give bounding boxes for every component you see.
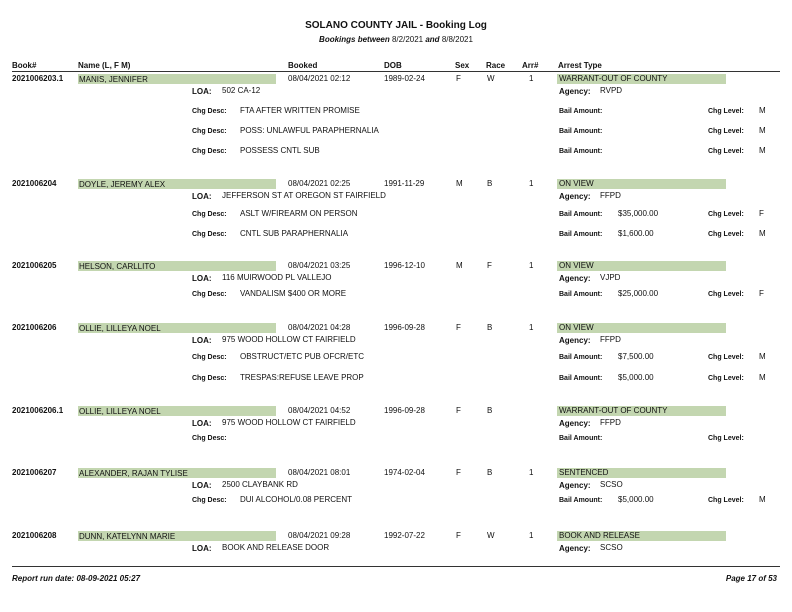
subtitle-prefix: Bookings between bbox=[319, 35, 390, 44]
col-header-arr: Arr# bbox=[522, 61, 539, 70]
charge-desc-label: Chg Desc: bbox=[192, 435, 227, 442]
loa-value: 975 WOOD HOLLOW CT FAIRFIELD bbox=[222, 335, 356, 344]
agency-value: FFPD bbox=[600, 335, 621, 344]
booking-number: 2021006206 bbox=[12, 323, 57, 332]
charge-description: DUI ALCOHOL/0.08 PERCENT bbox=[240, 495, 353, 504]
charge-level: F bbox=[759, 209, 764, 218]
charge-level: F bbox=[759, 289, 764, 298]
footer-rule bbox=[12, 566, 780, 567]
agency-label: Agency: bbox=[559, 274, 591, 283]
agency-label: Agency: bbox=[559, 87, 591, 96]
booked-datetime: 08/04/2021 02:12 bbox=[288, 74, 351, 83]
loa-value: BOOK AND RELEASE DOOR bbox=[222, 543, 330, 552]
booked-datetime: 08/04/2021 03:25 bbox=[288, 261, 351, 270]
agency-value: SCSO bbox=[600, 480, 623, 489]
report-subtitle bbox=[0, 35, 792, 44]
loa-label: LOA: bbox=[192, 87, 212, 96]
inmate-name: DOYLE, JEREMY ALEX bbox=[79, 180, 166, 189]
agency-value: SCSO bbox=[600, 543, 623, 552]
charge-desc-label: Chg Desc: bbox=[192, 148, 227, 155]
arrest-type: ON VIEW bbox=[559, 323, 594, 332]
run-date-value: 08-09-2021 05:27 bbox=[76, 574, 141, 583]
bail-amount-label: Bail Amount: bbox=[559, 148, 603, 155]
charge-level: M bbox=[759, 495, 766, 504]
booked-datetime: 08/04/2021 04:52 bbox=[288, 406, 351, 415]
arrest-type: ON VIEW bbox=[559, 179, 594, 188]
arrest-type: WARRANT-OUT OF COUNTY bbox=[559, 406, 668, 415]
charge-description: TRESPAS:REFUSE LEAVE PROP bbox=[240, 373, 364, 382]
arrest-number: 1 bbox=[529, 323, 534, 332]
date-of-birth: 1974-02-04 bbox=[384, 468, 425, 477]
charge-level-label: Chg Level: bbox=[708, 291, 744, 298]
agency-label: Agency: bbox=[559, 336, 591, 345]
inmate-name: DUNN, KATELYNN MARIE bbox=[79, 532, 176, 541]
page-number: Page 17 of 53 bbox=[725, 574, 777, 583]
col-header-booked: Booked bbox=[288, 61, 318, 70]
run-date bbox=[12, 574, 140, 583]
charge-level: M bbox=[759, 373, 766, 382]
charge-level-label: Chg Level: bbox=[708, 497, 744, 504]
inmate-name: OLLIE, LILLEYA NOEL bbox=[79, 407, 161, 416]
loa-label: LOA: bbox=[192, 481, 212, 490]
charge-level-label: Chg Level: bbox=[708, 231, 744, 238]
booked-datetime: 08/04/2021 09:28 bbox=[288, 531, 351, 540]
run-date-label: Report run date: bbox=[12, 574, 75, 583]
inmate-name: OLLIE, LILLEYA NOEL bbox=[79, 324, 161, 333]
loa-label: LOA: bbox=[192, 192, 212, 201]
bail-amount: $5,000.00 bbox=[618, 495, 654, 504]
booking-number: 2021006207 bbox=[12, 468, 57, 477]
date-of-birth: 1992-07-22 bbox=[384, 531, 425, 540]
bail-amount-label: Bail Amount: bbox=[559, 231, 603, 238]
booked-datetime: 08/04/2021 02:25 bbox=[288, 179, 351, 188]
charge-desc-label: Chg Desc: bbox=[192, 497, 227, 504]
booking-number: 2021006203.1 bbox=[12, 74, 64, 83]
bail-amount: $7,500.00 bbox=[618, 352, 654, 361]
agency-value: RVPD bbox=[600, 86, 623, 95]
arrest-type: WARRANT-OUT OF COUNTY bbox=[559, 74, 668, 83]
charge-level: M bbox=[759, 229, 766, 238]
charge-description: POSS: UNLAWFUL PARAPHERNALIA bbox=[240, 126, 379, 135]
bail-amount-label: Bail Amount: bbox=[559, 354, 603, 361]
charge-level-label: Chg Level: bbox=[708, 148, 744, 155]
loa-label: LOA: bbox=[192, 274, 212, 283]
charge-level-label: Chg Level: bbox=[708, 354, 744, 361]
charge-desc-label: Chg Desc: bbox=[192, 354, 227, 361]
race: W bbox=[487, 74, 495, 83]
sex: F bbox=[456, 406, 461, 415]
race: B bbox=[487, 406, 493, 415]
header-rule bbox=[12, 71, 780, 72]
sex: F bbox=[456, 468, 461, 477]
charge-desc-label: Chg Desc: bbox=[192, 231, 227, 238]
loa-value: 116 MUIRWOOD PL VALLEJO bbox=[222, 273, 332, 282]
col-header-book: Book# bbox=[12, 61, 37, 70]
bail-amount: $25,000.00 bbox=[618, 289, 659, 298]
arrest-type: ON VIEW bbox=[559, 261, 594, 270]
bail-amount-label: Bail Amount: bbox=[559, 435, 603, 442]
booking-number: 2021006208 bbox=[12, 531, 57, 540]
booking-number: 2021006204 bbox=[12, 179, 57, 188]
bail-amount: $5,000.00 bbox=[618, 373, 654, 382]
charge-description: CNTL SUB PARAPHERNALIA bbox=[240, 229, 349, 238]
charge-description: OBSTRUCT/ETC PUB OFCR/ETC bbox=[240, 352, 365, 361]
loa-value: 502 CA-12 bbox=[222, 86, 261, 95]
bail-amount: $35,000.00 bbox=[618, 209, 659, 218]
report-title: SOLANO COUNTY JAIL - Booking Log bbox=[305, 20, 487, 31]
inmate-name: HELSON, CARLLITO bbox=[79, 262, 156, 271]
charge-level-label: Chg Level: bbox=[708, 375, 744, 382]
loa-label: LOA: bbox=[192, 544, 212, 553]
charge-level-label: Chg Level: bbox=[708, 128, 744, 135]
inmate-name: ALEXANDER, RAJAN TYLISE bbox=[79, 469, 188, 478]
agency-value: VJPD bbox=[600, 273, 621, 282]
bail-amount-label: Bail Amount: bbox=[559, 211, 603, 218]
col-header-dob: DOB bbox=[384, 61, 402, 70]
race: W bbox=[487, 531, 495, 540]
charge-level: M bbox=[759, 352, 766, 361]
sex: M bbox=[456, 261, 463, 270]
arrest-type: SENTENCED bbox=[559, 468, 609, 477]
booked-datetime: 08/04/2021 08:01 bbox=[288, 468, 351, 477]
sex: M bbox=[456, 179, 463, 188]
date-of-birth: 1991-11-29 bbox=[384, 179, 425, 188]
col-header-race: Race bbox=[486, 61, 506, 70]
sex: F bbox=[456, 74, 461, 83]
booked-datetime: 08/04/2021 04:28 bbox=[288, 323, 351, 332]
bail-amount-label: Bail Amount: bbox=[559, 128, 603, 135]
bail-amount-label: Bail Amount: bbox=[559, 497, 603, 504]
arrest-number: 1 bbox=[529, 468, 534, 477]
date-of-birth: 1996-09-28 bbox=[384, 406, 425, 415]
charge-level: M bbox=[759, 126, 766, 135]
inmate-name: MANIS, JENNIFER bbox=[79, 75, 148, 84]
race: F bbox=[487, 261, 492, 270]
sex: F bbox=[456, 323, 461, 332]
charge-level: M bbox=[759, 146, 766, 155]
bail-amount-label: Bail Amount: bbox=[559, 108, 603, 115]
loa-label: LOA: bbox=[192, 336, 212, 345]
agency-label: Agency: bbox=[559, 419, 591, 428]
col-header-arrest-type: Arrest Type bbox=[558, 61, 602, 70]
sex: F bbox=[456, 531, 461, 540]
arrest-number: 1 bbox=[529, 74, 534, 83]
loa-value: JEFFERSON ST AT OREGON ST FAIRFIELD bbox=[222, 191, 386, 200]
arrest-number: 1 bbox=[529, 179, 534, 188]
charge-description: POSSESS CNTL SUB bbox=[240, 146, 320, 155]
agency-label: Agency: bbox=[559, 192, 591, 201]
subtitle-end-date: 8/8/2021 bbox=[441, 35, 473, 44]
charge-desc-label: Chg Desc: bbox=[192, 211, 227, 218]
bail-amount-label: Bail Amount: bbox=[559, 291, 603, 298]
col-header-name: Name (L, F M) bbox=[78, 61, 131, 70]
agency-label: Agency: bbox=[559, 544, 591, 553]
booking-number: 2021006205 bbox=[12, 261, 57, 270]
arrest-number: 1 bbox=[529, 531, 534, 540]
subtitle-and: and bbox=[425, 35, 440, 44]
charge-description: VANDALISM $400 OR MORE bbox=[240, 289, 347, 298]
col-header-sex: Sex bbox=[455, 61, 470, 70]
date-of-birth: 1989-02-24 bbox=[384, 74, 425, 83]
bail-amount: $1,600.00 bbox=[618, 229, 654, 238]
charge-level-label: Chg Level: bbox=[708, 108, 744, 115]
subtitle-start-date: 8/2/2021 bbox=[391, 35, 424, 44]
booking-number: 2021006206.1 bbox=[12, 406, 64, 415]
loa-value: 2500 CLAYBANK RD bbox=[222, 480, 298, 489]
race: B bbox=[487, 323, 493, 332]
charge-desc-label: Chg Desc: bbox=[192, 291, 227, 298]
charge-description: FTA AFTER WRITTEN PROMISE bbox=[240, 106, 360, 115]
charge-desc-label: Chg Desc: bbox=[192, 108, 227, 115]
race: B bbox=[487, 179, 493, 188]
date-of-birth: 1996-09-28 bbox=[384, 323, 425, 332]
charge-desc-label: Chg Desc: bbox=[192, 128, 227, 135]
loa-label: LOA: bbox=[192, 419, 212, 428]
charge-level-label: Chg Level: bbox=[708, 211, 744, 218]
arrest-number: 1 bbox=[529, 261, 534, 270]
agency-value: FFPD bbox=[600, 191, 621, 200]
race: B bbox=[487, 468, 493, 477]
loa-value: 975 WOOD HOLLOW CT FAIRFIELD bbox=[222, 418, 356, 427]
charge-desc-label: Chg Desc: bbox=[192, 375, 227, 382]
arrest-type: BOOK AND RELEASE bbox=[559, 531, 640, 540]
date-of-birth: 1996-12-10 bbox=[384, 261, 425, 270]
charge-level-label: Chg Level: bbox=[708, 435, 744, 442]
agency-label: Agency: bbox=[559, 481, 591, 490]
agency-value: FFPD bbox=[600, 418, 621, 427]
charge-level: M bbox=[759, 106, 766, 115]
bail-amount-label: Bail Amount: bbox=[559, 375, 603, 382]
charge-description: ASLT W/FIREARM ON PERSON bbox=[240, 209, 358, 218]
